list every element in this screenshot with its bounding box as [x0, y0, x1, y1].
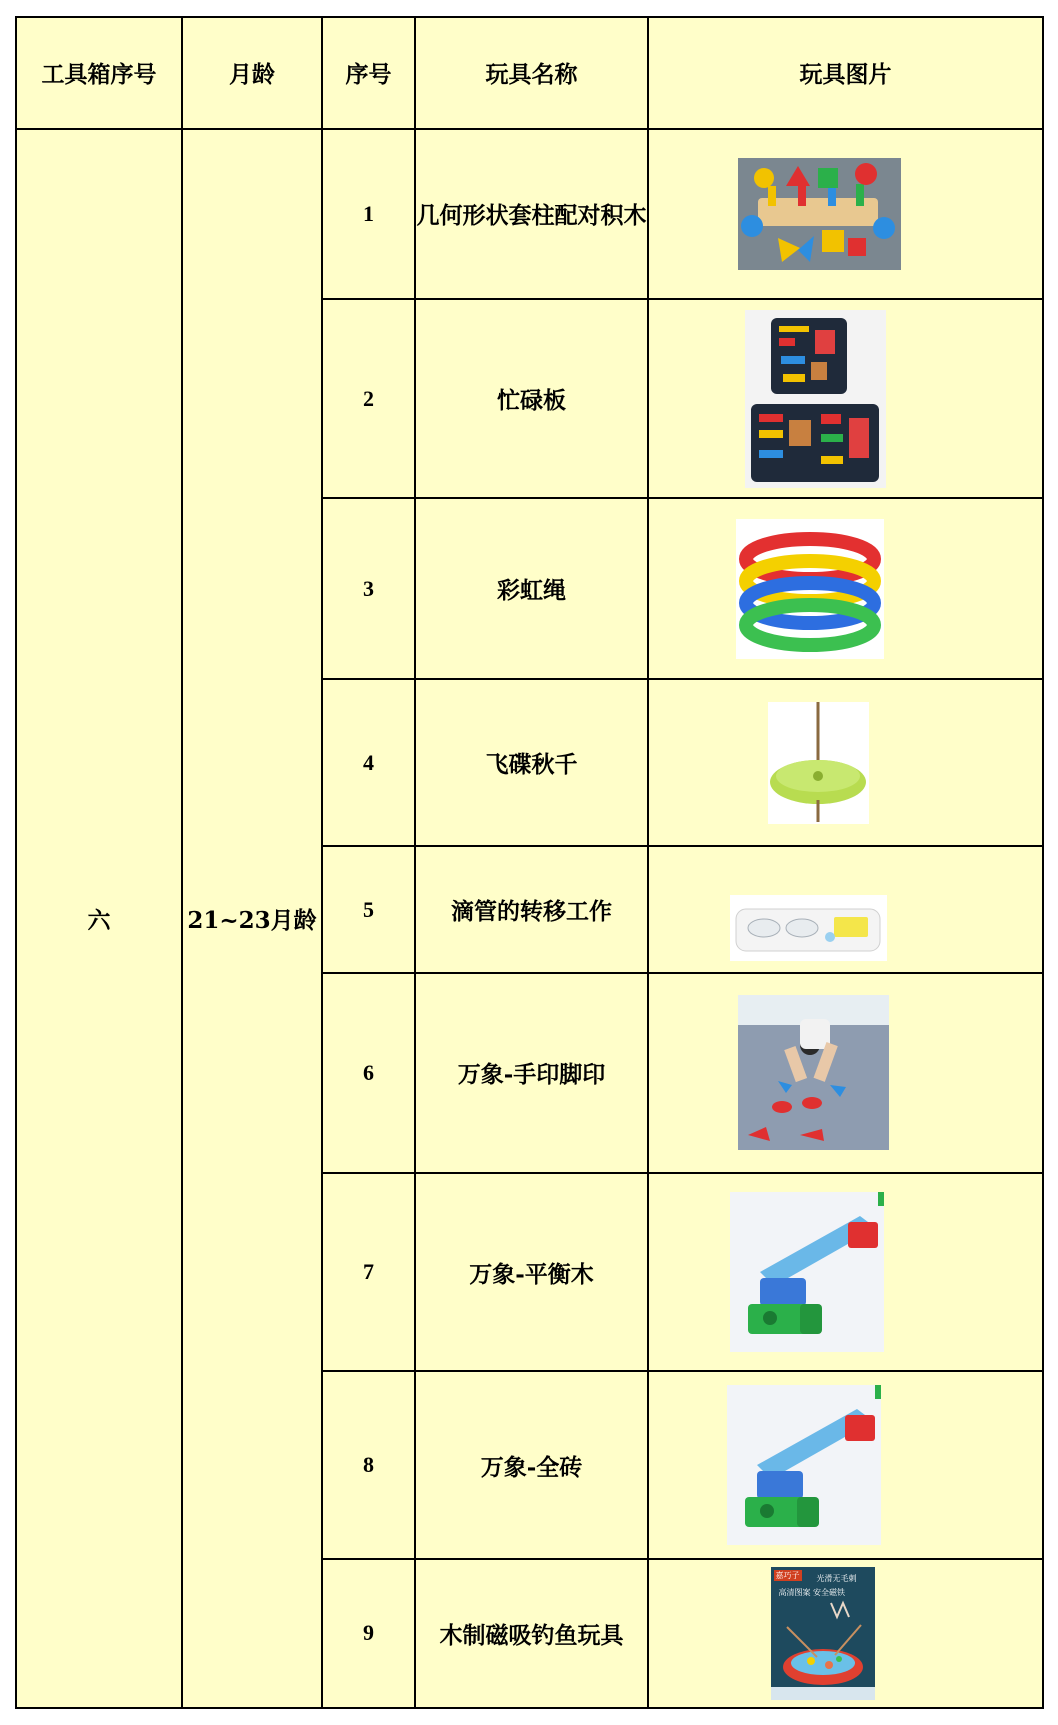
toy-name-cell: 万象-平衡木: [415, 1173, 648, 1371]
index-cell: 7: [322, 1173, 415, 1371]
toy-pic-cell: [648, 1173, 1043, 1371]
fishing-box-line2: 高清图案 安全磁铁: [778, 1587, 846, 1597]
toy-pic-cell: [648, 498, 1043, 679]
disc-swing-image: [768, 702, 869, 824]
index-cell: 8: [322, 1371, 415, 1559]
dropper-transfer-tray-image: [730, 895, 887, 961]
hand-foot-print-mat-image: [738, 995, 889, 1150]
toy-table-container: [15, 16, 1042, 1709]
full-brick-image: [727, 1385, 881, 1545]
toy-name-cell: 木制磁吸钓鱼玩具: [415, 1559, 648, 1708]
toy-name-cell: 滴管的转移工作: [415, 846, 648, 973]
toy-name-cell: 几何形状套柱配对积木: [415, 129, 648, 299]
header-age: 月龄: [182, 17, 322, 129]
toy-name-cell: 彩虹绳: [415, 498, 648, 679]
toy-pic-cell: [648, 846, 1043, 973]
index-cell: 5: [322, 846, 415, 973]
geometric-stacking-blocks-image: [738, 158, 901, 270]
busy-board-image: [745, 310, 886, 488]
balance-beam-image: [730, 1192, 884, 1352]
header-toy-name: 玩具名称: [415, 17, 648, 129]
rainbow-rope-image: [736, 519, 884, 659]
toy-pic-cell: [648, 129, 1043, 299]
fishing-box-brand: 嘉巧子: [775, 1570, 800, 1580]
toy-pic-cell: [648, 1371, 1043, 1559]
toy-pic-cell: [648, 973, 1043, 1173]
header-index: 序号: [322, 17, 415, 129]
index-cell: 6: [322, 973, 415, 1173]
toy-name-cell: 万象-全砖: [415, 1371, 648, 1559]
header-row: [16, 17, 1043, 129]
toy-pic-cell: [648, 1559, 1043, 1708]
index-cell: 9: [322, 1559, 415, 1708]
toy-name-cell: 飞碟秋千: [415, 679, 648, 846]
fishing-box-line1: 光滑无毛刺: [816, 1573, 857, 1583]
index-cell: 3: [322, 498, 415, 679]
toy-pic-cell: [648, 679, 1043, 846]
toy-name-cell: 万象-手印脚印: [415, 973, 648, 1173]
header-box-no: 工具箱序号: [16, 17, 182, 129]
index-cell: 2: [322, 299, 415, 499]
toy-table: [15, 16, 1044, 1709]
age-cell: 21~23月龄: [182, 129, 322, 1708]
magnetic-fishing-toy-image: [771, 1567, 875, 1700]
index-cell: 4: [322, 679, 415, 846]
header-toy-pic: 玩具图片: [648, 17, 1043, 129]
box-no-cell: 六: [16, 129, 182, 1708]
toy-name-cell: 忙碌板: [415, 299, 648, 499]
table-row: [16, 129, 1043, 299]
toy-pic-cell: [648, 299, 1043, 499]
index-cell: 1: [322, 129, 415, 299]
